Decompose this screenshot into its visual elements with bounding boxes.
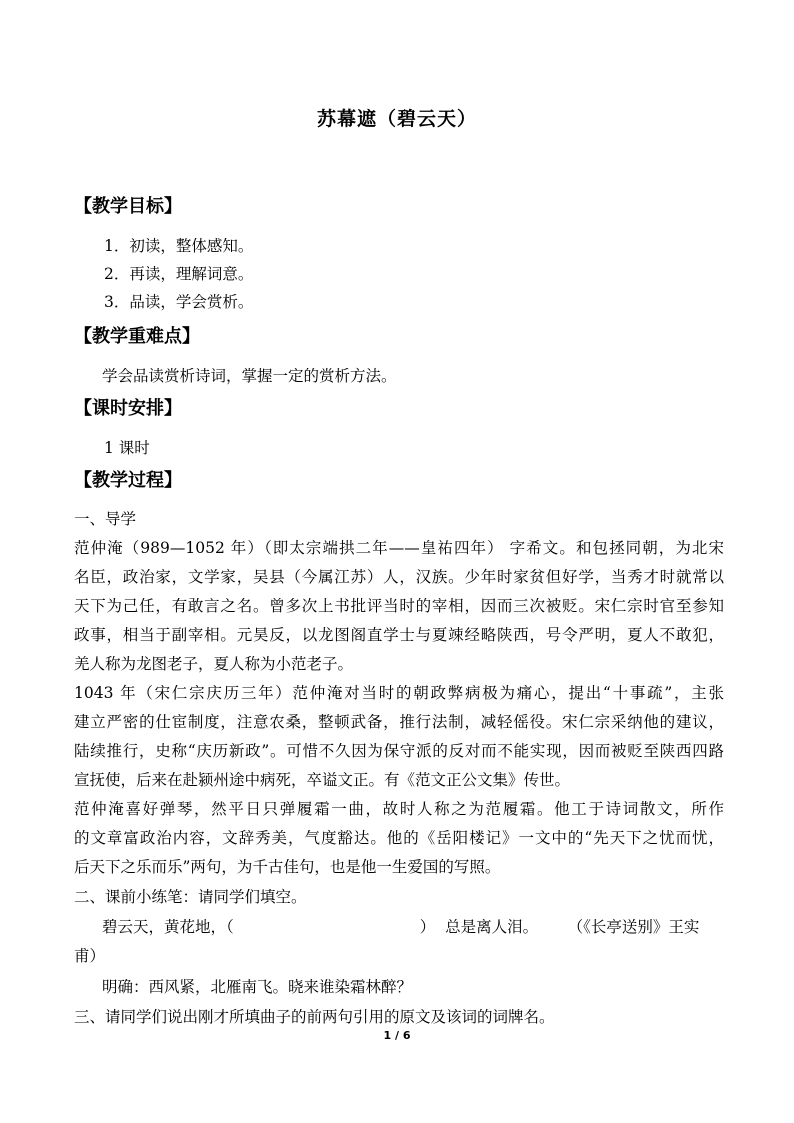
section-heading-process: 【教学过程】 [74,470,182,491]
para2-line: 陆续推行，史称“庆历新政”。可惜不久因为保守派的反对而不能实现，因而被贬至陕西四路 [74,742,724,760]
fill-in-line [102,915,752,937]
key-points-text: 学会品读赏析诗词，掌握一定的赏析方法。 [102,367,397,385]
part2-title: 二、课前小练笔：请同学们填空。 [74,888,307,906]
para2-line: 建立严密的仕宦制度，注意农桑，整顿武备，推行法制，减轻傜役。宋仁宗采纳他的建议， [74,713,724,731]
section-heading-goals: 【教学目标】 [74,196,182,217]
goal-item: 1．初读，整体感知。 [104,237,254,255]
para2-line: 1043 年（宋仁宗庆历三年）范仲淹对当时的朝政弊病极为痛心，提出“十事疏”，主张 [74,684,724,702]
para3-line: 的文章富政治内容，文辞秀美，气度豁达。他的《岳阳楼记》一文中的“先天下之忧而忧， [74,829,724,847]
schedule-text: 1 课时 [104,439,150,457]
page-number: 1 / 6 [383,1029,411,1042]
fill-in-continuation: 甫） [74,947,106,965]
para2-line: 宣抚使，后来在赴颍州途中病死，卒谥文正。有《范文正公文集》传世。 [74,771,571,789]
para3-line: 后天下之乐而乐”两句，为千古佳句，也是他一生爱国的写照。 [74,858,501,876]
part1-title: 一、导学 [74,510,137,528]
section-heading-schedule: 【课时安排】 [74,398,182,419]
goal-item: 3．品读，学会赏析。 [104,293,254,311]
fill-in-end: ） 总是离人泪。 （《长亭送别》王实 [419,918,700,936]
para1-line: 名臣，政治家，文学家，吴县（今属江苏）人，汉族。少年时家贫但好学，当秀才时就常以 [74,568,724,586]
para3-line: 范仲淹喜好弹琴，然平日只弹履霜一曲，故时人称之为范履霜。他工于诗词散文，所作 [74,800,724,818]
para1-line: 羌人称为龙图老子，夏人称为小范老子。 [74,655,354,673]
answer-text: 明确：西风紧，北雁南飞。晓来谁染霜林醉？ [102,978,413,996]
fill-in-start: 碧云天，黄花地，（ [102,918,234,936]
para1-line: 范仲淹（989—1052 年）（即太宗端拱二年——皇祐四年） 字希文。和包拯同朝，为北宋 [74,539,724,557]
para1-line: 政事，相当于副宰相。元昊反，以龙图阁直学士与夏竦经略陕西，号令严明，夏人不敢犯， [74,626,724,644]
goal-item: 2．再读，理解词意。 [104,265,254,283]
document-title: 苏幕遮（碧云天） [316,108,477,130]
section-heading-key-points: 【教学重难点】 [74,326,200,347]
para1-line: 天下为己任，有敢言之名。曾多次上书批评当时的宰相，因而三次被贬。宋仁宗时官至参知 [74,597,724,615]
part3-title: 三、请同学们说出刚才所填曲子的前两句引用的原文及该词的词牌名。 [74,1008,555,1026]
